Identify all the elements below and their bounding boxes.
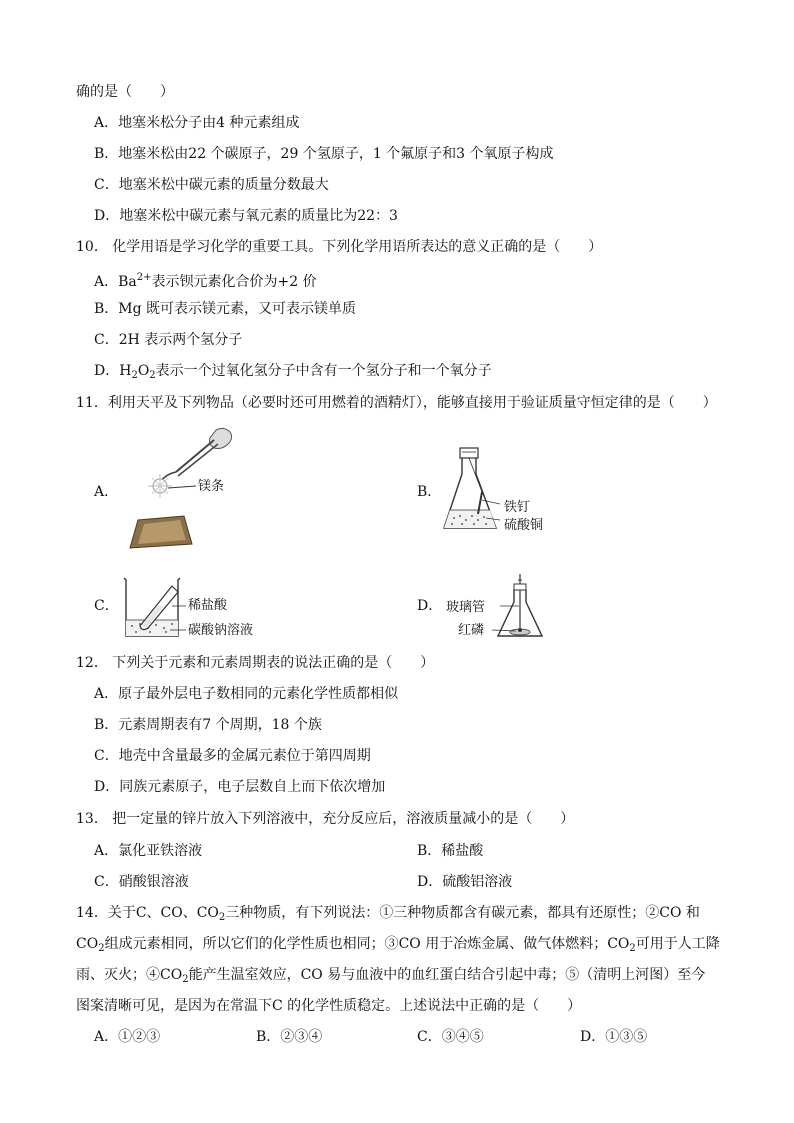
q14-l3-a: 雨、灭火；④CO [76, 967, 183, 983]
q12-option-b: B．元素周期表有7 个周期，18 个族 [94, 717, 322, 733]
q11-label-glass-tube: 玻璃管 [446, 600, 486, 615]
q12-option-a: A．原子最外层电子数相同的元素化学性质都相似 [94, 686, 399, 702]
q14-l2-a: CO [76, 936, 99, 952]
q11-figure-c-beaker [120, 574, 186, 640]
q14-l2-sub: 2 [98, 943, 105, 954]
q13-option-a: A．氯化亚铁溶液 [94, 843, 203, 859]
q12-stem: 12． 下列关于元素和元素周期表的说法正确的是（ ） [76, 655, 435, 671]
q9-option-c: C．地塞米松中碳元素的质量分数最大 [94, 177, 329, 193]
q14-option-c: C．③④⑤ [417, 1029, 484, 1045]
q10-option-d [94, 361, 492, 386]
q13-option-b: B．稀盐酸 [417, 843, 484, 859]
q14-stem-line-4: 图案清晰可见，是因为在常温下C 的化学性质稳定。上述说法中正确的是（ ） [76, 998, 582, 1014]
q14-l3-b: 能产生温室效应，CO 易与血液中的血红蛋白结合引起中毒；⑤（清明上河图）至今 [188, 967, 706, 983]
q11-figure-d-flask [492, 572, 548, 642]
q11-option-b-letter: B． [417, 484, 442, 500]
q10-option-a-post: 表示钡元素化合价为+2 价 [151, 274, 317, 290]
q12-option-d: D．同族元素原子，电子层数自上而下依次增加 [94, 779, 386, 795]
q10-option-a-pre: A．Ba [94, 274, 137, 290]
q11-stem: 11．利用天平及下列物品（必要时还可用燃着的酒精灯），能够直接用于验证质量守恒定律的是（ ） [76, 395, 717, 411]
q11-label-iron-nail: 铁钉 [504, 500, 531, 515]
q10-option-d-mid: O [137, 363, 150, 379]
q10-option-a-sup: 2+ [136, 272, 152, 283]
q11-figure-a-magnesium [124, 424, 244, 550]
q11-option-c-letter: C． [94, 598, 119, 614]
q14-l1-a: 14．关于C、CO、CO [76, 905, 219, 921]
q10-option-c: C．2H 表示两个氢分子 [94, 332, 243, 348]
q11-label-sodium-carbonate: 碳酸钠溶液 [188, 623, 254, 638]
q9-option-d: D．地塞米松中碳元素与氧元素的质量比为22：3 [94, 208, 398, 224]
q14-stem-line-1 [76, 903, 700, 928]
q13-option-d: D．硫酸铝溶液 [417, 874, 513, 890]
q9-option-a: A．地塞米松分子由4 种元素组成 [94, 115, 300, 131]
q10-option-d-post: 表示一个过氧化氢分子中含有一个氢分子和一个氧分子 [155, 363, 492, 379]
q10-option-b: B．Mg 既可表示镁元素，又可表示镁单质 [94, 301, 357, 317]
q11-option-a-letter: A． [94, 484, 119, 500]
q11-label-dilute-hcl: 稀盐酸 [188, 598, 228, 613]
q11-label-magnesium: 镁条 [198, 479, 225, 494]
q11-label-red-phosphorus: 红磷 [458, 623, 485, 638]
q14-l1-sub: 2 [218, 912, 226, 923]
q11-label-copper-sulfate: 硫酸铜 [504, 518, 544, 533]
q14-l2-c: 可用于人工降 [635, 936, 720, 952]
q10-option-a [94, 268, 317, 292]
q10-stem: 10． 化学用语是学习化学的重要工具。下列化学用语所表达的意义正确的是（ ） [76, 239, 603, 255]
q9-stem-tail: 确的是（ ） [76, 84, 174, 100]
q14-option-a: A．①②③ [94, 1029, 161, 1045]
q10-option-d-sub2: 2 [149, 370, 156, 381]
q14-l2-b: 组成元素相同，所以它们的化学性质也相同；③CO 用于冶炼金属、做气体燃料；CO [104, 936, 630, 952]
q14-l1-b: 三种物质，有下列说法：①三种物质都含有碳元素，都具有还原性；②CO 和 [225, 905, 700, 921]
q14-stem-line-3 [76, 965, 705, 990]
q14-option-b: B．②③④ [256, 1029, 323, 1045]
q14-option-d: D．①③⑤ [580, 1029, 648, 1045]
q13-stem: 13． 把一定量的锌片放入下列溶液中，充分反应后，溶液质量减小的是（ ） [76, 811, 575, 827]
q11-figure-b-flask [440, 446, 500, 534]
q9-option-b: B．地塞米松由22 个碳原子，29 个氢原子，1 个氟原子和3 个氧原子构成 [94, 146, 554, 162]
q13-option-c: C．硝酸银溶液 [94, 874, 189, 890]
q14-l2-sub2: 2 [629, 943, 636, 954]
q12-option-c: C．地壳中含量最多的金属元素位于第四周期 [94, 748, 371, 764]
q11-option-d-letter: D． [417, 598, 443, 614]
q14-l3-sub: 2 [182, 974, 189, 985]
q14-stem-line-2 [76, 934, 720, 959]
q10-option-d-sub1: 2 [131, 370, 138, 381]
q10-option-d-pre: D．H [94, 363, 132, 379]
